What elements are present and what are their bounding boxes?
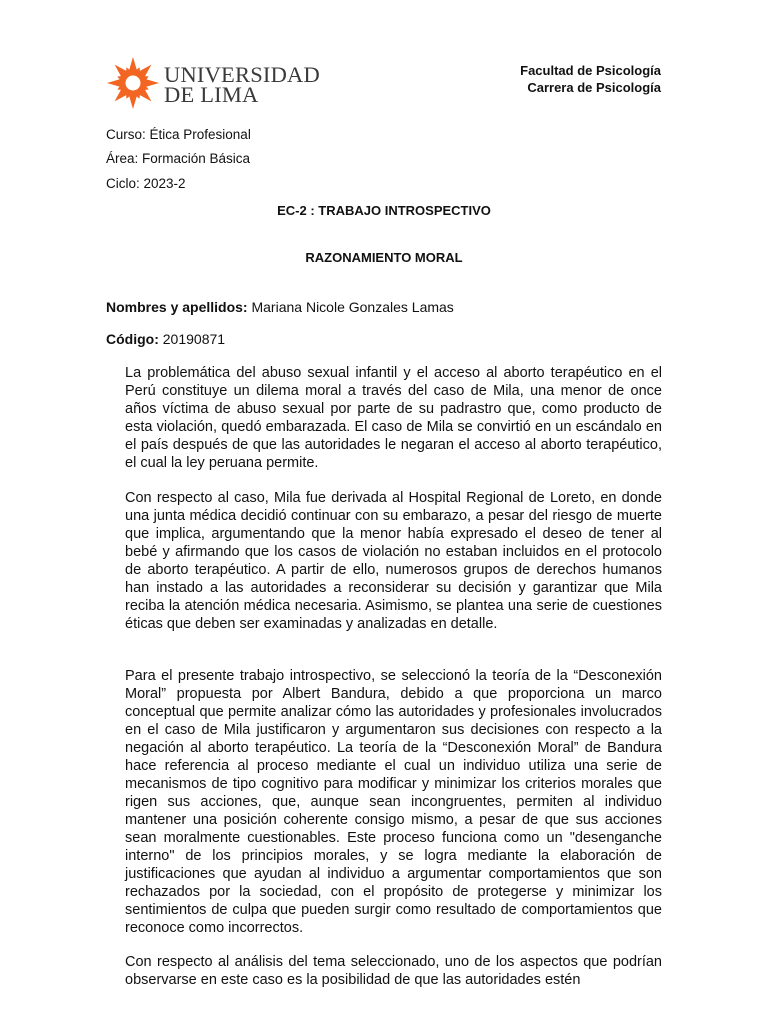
university-logo	[104, 48, 320, 120]
area-line: Área: Formación Básica	[106, 151, 251, 166]
logo-text-line1: UNIVERSIDAD	[164, 62, 320, 87]
topic-title: RAZONAMIENTO MORAL	[305, 250, 463, 265]
student-code-line	[106, 331, 225, 347]
body-paragraph-1: La problemática del abuso sexual infantil y el acceso al aborto terapéutico en el Perú constituye un dilema moral a través del caso de Mila, una menor de once años víctima de abuso sexual por parte de su padrastro que, como producto de esta violación, quedó embarazada. El caso de Mila se convirtió en un escándalo en el país después de que las autoridades le negaran el acceso al aborto terapéutico, el cual la ley peruana permite.	[125, 365, 662, 471]
body-paragraph-3: Para el presente trabajo introspectivo, se seleccionó la teoría de la “Desconexión Moral” propuesta por Albert Bandura, debido a que proporciona un marco conceptual que permite analizar cómo las autoridades y profesionales involucrados en el caso de Mila justificaron y argumentaron sus decisiones con respecto a la negación al aborto terapéutico. La teoría de la “Desconexión Moral” de Bandura hace referencia al proceso mediante el cual un individuo utiliza una serie de mecanismos de tipo cognitivo para modificar y minimizar los criterios morales que rigen sus acciones, que, aunque sean incongruentes, permiten al individuo mantener una posición coherente consigo mismo, a pesar de que sus acciones sean moralmente cuestionables. Este proceso funciona como un "desenganche interno" de los principios morales, y se logra mediante la elaboración de justificaciones que ayudan al individuo a argumentar comportamientos que son rechazados por la sociedad, con el propósito de protegerse y minimizar los sentimientos de culpa que pueden surgir como resultado de comportamientos que reconoce como incorrectos.	[125, 668, 662, 936]
student-name-label: Nombres y apellidos:	[106, 299, 248, 315]
student-code-value: 20190871	[158, 331, 226, 347]
student-code-label: Código:	[106, 331, 159, 347]
assignment-title: EC-2 : TRABAJO INTROSPECTIVO	[277, 203, 491, 218]
student-name-line	[106, 299, 454, 315]
career-name: Carrera de Psicología	[527, 80, 661, 95]
body-paragraph-4: Con respecto al análisis del tema seleccionado, uno de los aspectos que podrían observarse en este caso es la posibilidad de que las autoridades estén	[125, 954, 662, 988]
student-name-value: Mariana Nicole Gonzales Lamas	[247, 299, 454, 315]
body-paragraph-2: Con respecto al caso, Mila fue derivada al Hospital Regional de Loreto, en donde una junta médica decidió continuar con su embarazo, a pesar del riesgo de muerte que implica, argumentando que la menor había expresado el deseo de tener al bebé y afirmando que los casos de violación no estaban incluidos en el protocolo de aborto terapéutico. A partir de ello, numerosos grupos de derechos humanos han instado a las autoridades a reconsiderar su decisión y garantizar que Mila reciba la atención médica necesaria. Asimismo, se plantea una serie de cuestiones éticas que deben ser examinadas y analizadas en detalle.	[125, 490, 662, 632]
cycle-line: Ciclo: 2023-2	[106, 176, 186, 191]
course-line: Curso: Ética Profesional	[106, 127, 251, 142]
logo-text-line2: DE LIMA	[164, 82, 259, 107]
faculty-header	[520, 62, 661, 96]
university-sun-logo-icon	[106, 56, 160, 110]
faculty-name: Facultad de Psicología	[520, 63, 661, 78]
